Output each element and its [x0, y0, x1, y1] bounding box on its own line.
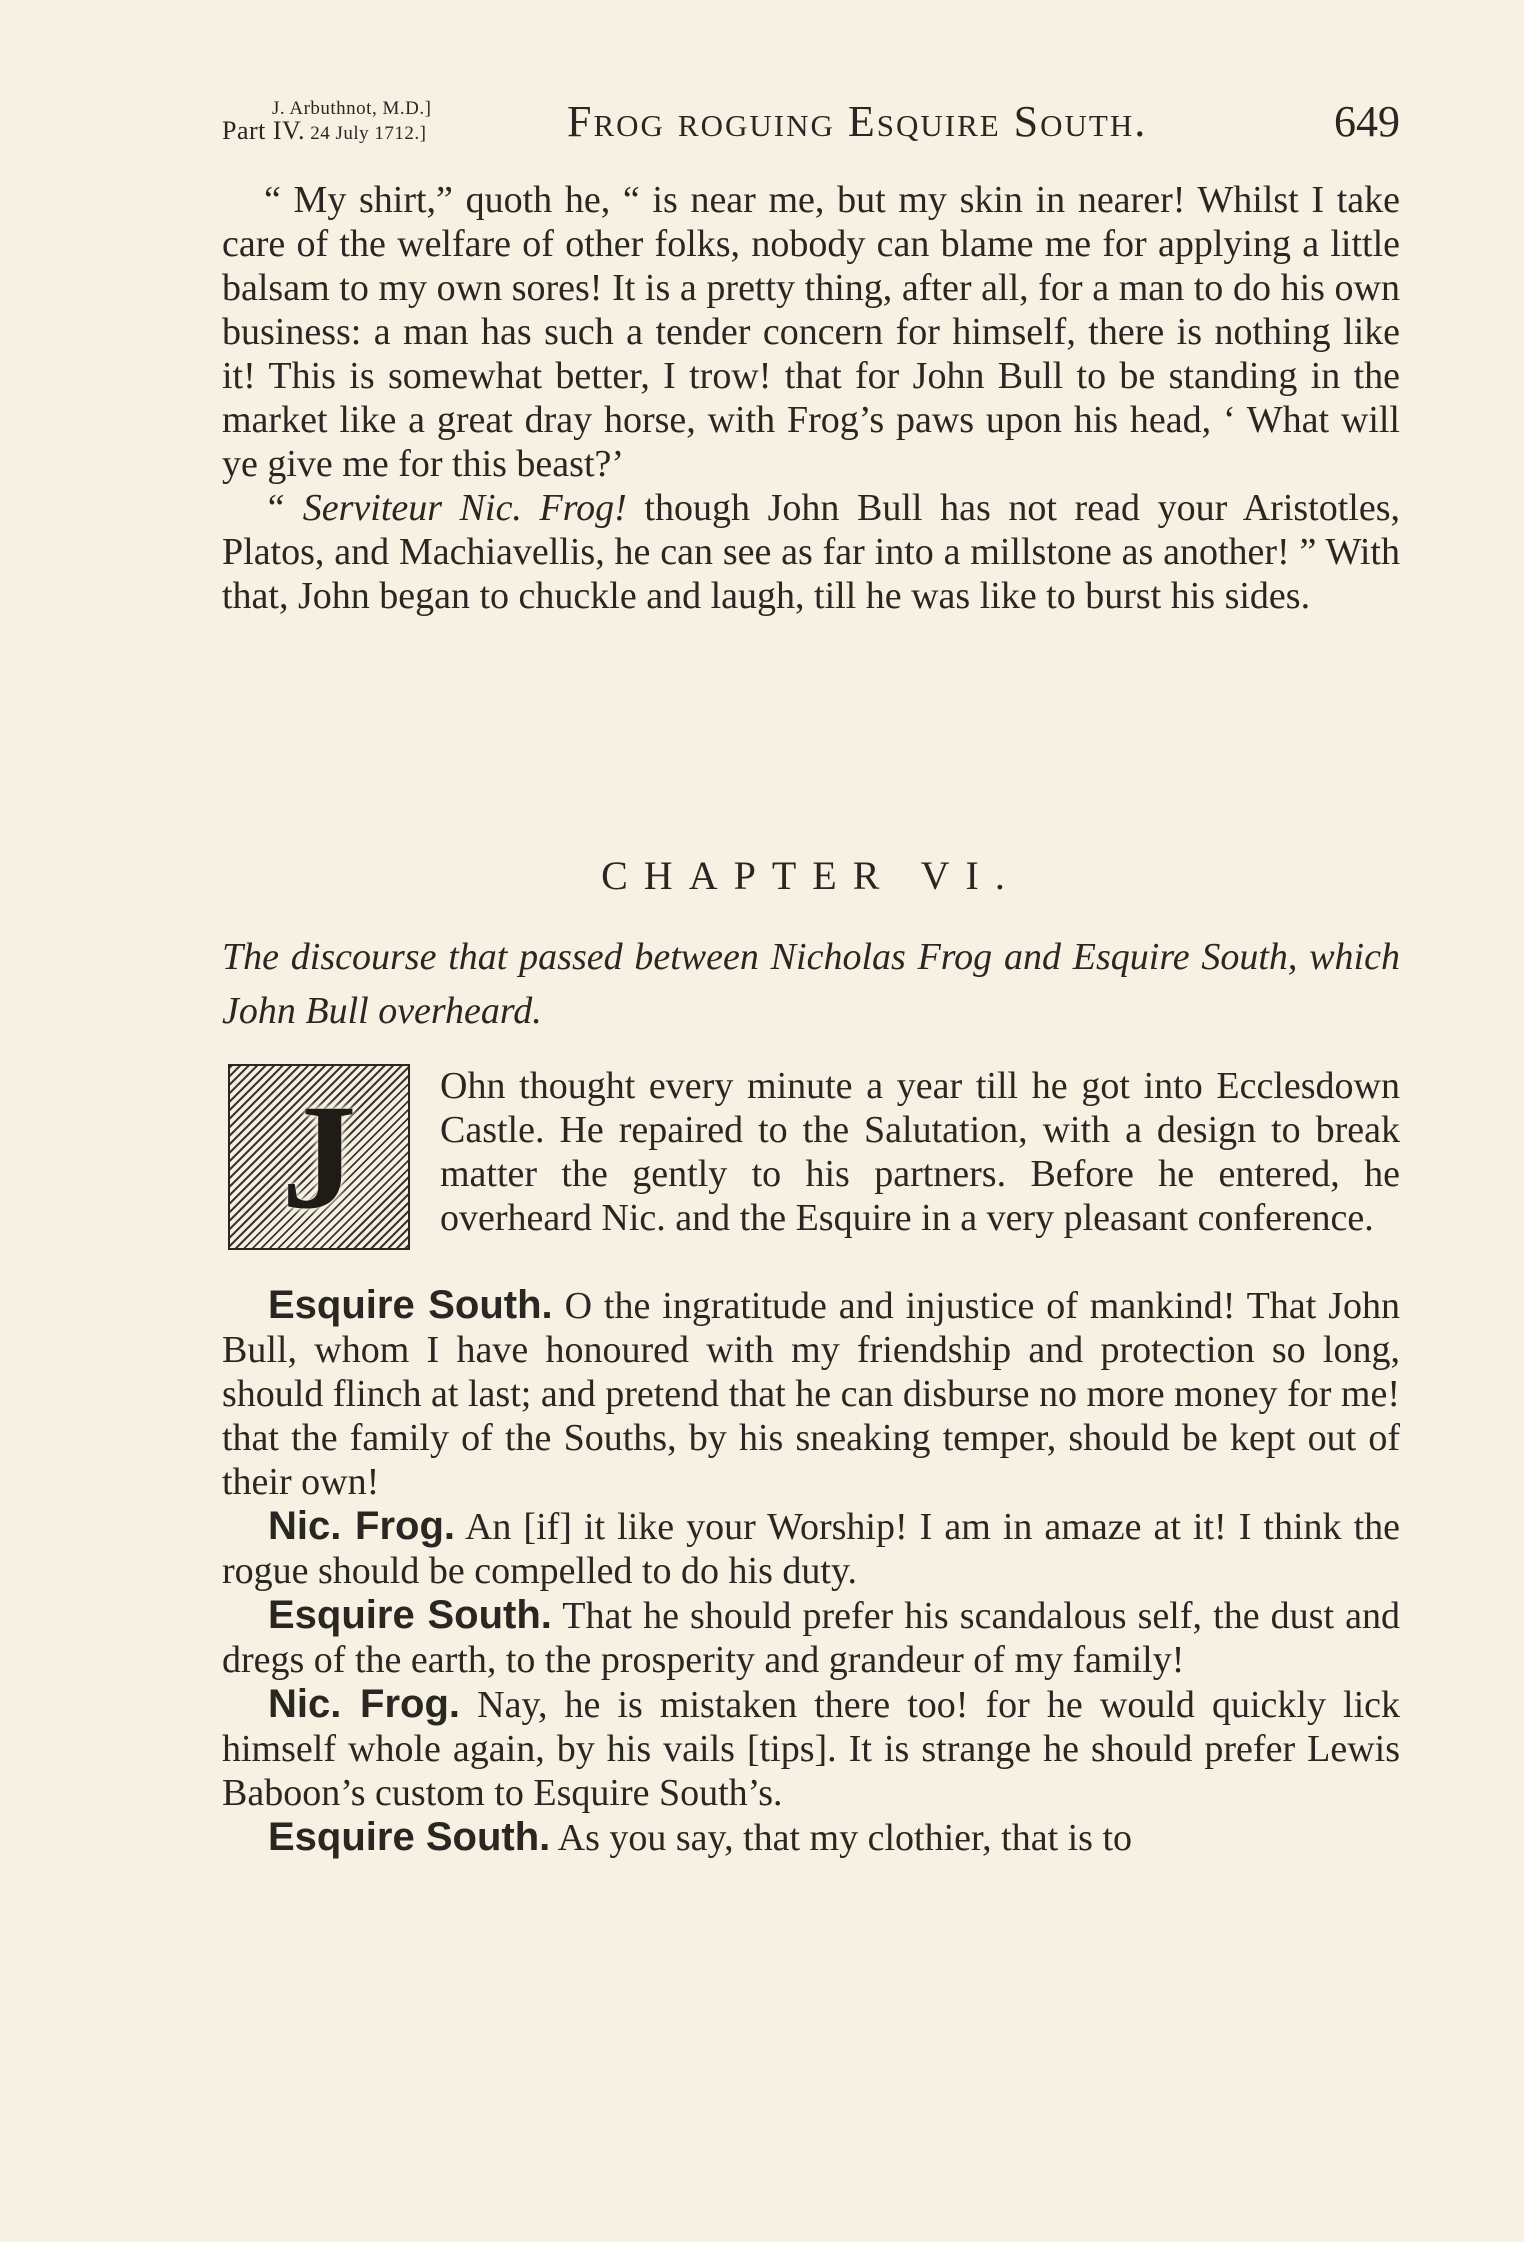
speech-text: Nay, he is mistaken there too! for he would quickly lick himself whole again, by his vails [tips]. It is strange he should prefer Lewis Baboon’s custom to Esquire South’s. [222, 1684, 1401, 1814]
speaker-name: Esquire South. [268, 1593, 552, 1637]
serviteur-quote: “ Serviteur Nic. Frog! [264, 487, 627, 529]
side-note-author: J. Arbuthnot, M.D.] [272, 98, 432, 119]
intro-paragraph-2 [222, 486, 1400, 618]
dialogue [222, 1283, 1400, 1860]
initial-letter: J [281, 1074, 357, 1240]
dialogue-line [222, 1682, 1400, 1815]
speaker-name: Esquire South. [268, 1283, 553, 1327]
dialogue-line [222, 1593, 1400, 1682]
page-header [222, 96, 1400, 156]
side-note-date-text: 24 July 1712.] [310, 123, 427, 144]
speaker-name: Nic. Frog. [268, 1682, 461, 1726]
running-title: Frog roguing Esquire South. [567, 97, 1148, 146]
side-note-date [222, 116, 427, 145]
dialogue-line [222, 1504, 1400, 1593]
chapter-heading: CHAPTER VI. [601, 853, 1021, 898]
speech-text: That he should prefer his scandalous self, the dust and dregs of the earth, to the prosperity and grandeur of my family! [222, 1595, 1401, 1681]
decorated-initial [228, 1064, 414, 1254]
speech-text: As you say, that my clothier, that is to [550, 1817, 1133, 1859]
chapter-opening-paragraph: Ohn thought every minute a year till he got into Ecclesdown Castle. He repaired to the Salutation, with a design to break matter the gently to his partners. Before he entered, he overheard Nic. and the Esquire in a very pleasant conference. [440, 1065, 1400, 1239]
speaker-name: Esquire South. [268, 1815, 551, 1859]
page-number: 649 [1334, 97, 1400, 146]
dialogue-line [222, 1283, 1400, 1504]
dialogue-line [222, 1815, 1400, 1860]
speaker-name: Nic. Frog. [268, 1504, 455, 1548]
chapter-subtitle: The discourse that passed between Nicholas Frog and Esquire South, which John Bull overheard. [222, 936, 1400, 1032]
speech-text: O the ingratitude and injustice of mankind! That John Bull, whom I have honoured with my friendship and protection so long, should flinch at last; and pretend that he can disburse no more money for me! that the family of the Souths, by his sneaking temper, should be kept out of their own! [222, 1285, 1400, 1503]
intro-paragraph-1: “ My shirt,” quoth he, “ is near me, but my skin in nearer! Whilst I take care of the welfare of other folks, nobody can blame me for applying a little balsam to my own sores! It is a pretty thing, after all, for a man to do his own business: a man has such a tender concern for himself, there is nothing like it! This is somewhat better, I trow! that for John Bull to be standing in the market like a great dray horse, with Frog’s paws upon his head, ‘ What will ye give me for this beast?’ [222, 179, 1400, 485]
intro-text [222, 178, 1400, 618]
side-note-part: Part IV. [222, 116, 305, 145]
intro-paragraph-2-rest: though John Bull has not read your Aristotles, Platos, and Machiavellis, he can see as far into a millstone as another! ” With that, John began to chuckle and laugh, till he was like to burst his sides. [222, 487, 1401, 617]
speech-text: An [if] it like your Worship! I am in amaze at it! I think the rogue should be compelled to do his duty. [222, 1506, 1401, 1592]
